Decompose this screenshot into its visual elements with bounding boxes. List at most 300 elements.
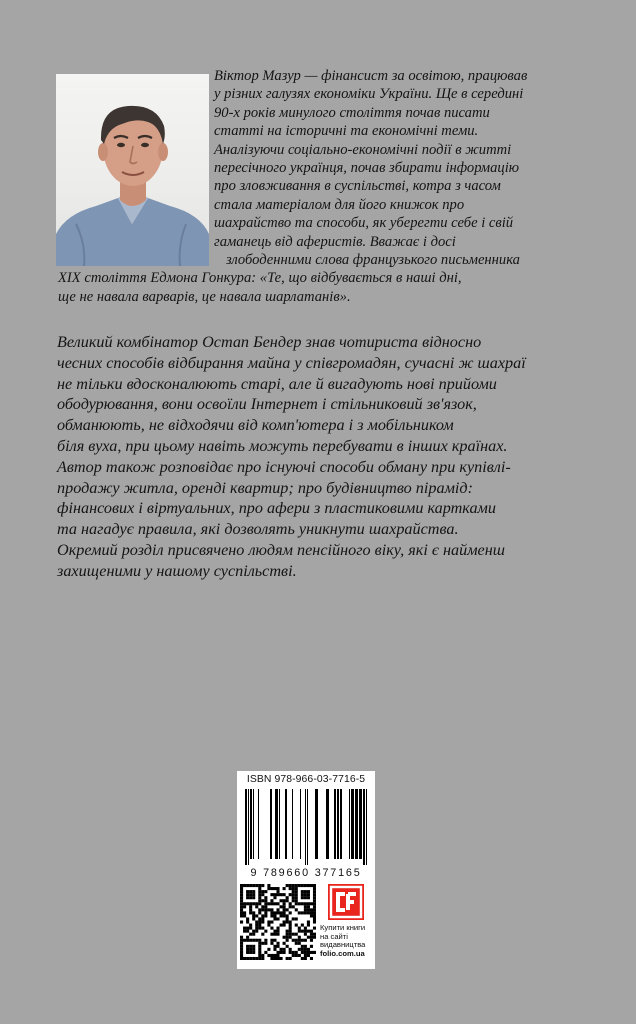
qr-module (261, 954, 264, 957)
qr-module (276, 917, 279, 920)
barcode-bar (366, 789, 367, 865)
qr-module (249, 957, 252, 960)
qr-module (283, 920, 286, 923)
qr-module (307, 920, 310, 923)
qr-module (301, 884, 304, 887)
qr-module (246, 890, 249, 893)
qr-module (252, 930, 255, 933)
qr-module (264, 951, 267, 954)
qr-module (276, 957, 279, 960)
qr-module (313, 936, 316, 939)
qr-module (276, 893, 279, 896)
qr-module (301, 951, 304, 954)
qr-module (249, 924, 252, 927)
barcode-bar (248, 789, 249, 865)
qr-module (295, 951, 298, 954)
qr-module (243, 902, 246, 905)
qr-module (252, 948, 255, 951)
qr-module (283, 936, 286, 939)
qr-module (292, 890, 295, 893)
qr-module (270, 887, 273, 890)
qr-module (310, 908, 313, 911)
barcode-bar (326, 789, 329, 859)
barcode-bar (300, 789, 301, 859)
barcode-bar (355, 789, 358, 859)
qr-module (258, 957, 261, 960)
qr-module (261, 920, 264, 923)
qr-module (249, 933, 252, 936)
qr-module (258, 927, 261, 930)
qr-module (264, 896, 267, 899)
qr-module (252, 939, 255, 942)
qr-module (264, 939, 267, 942)
qr-module (252, 902, 255, 905)
qr-module (283, 908, 286, 911)
qr-module (283, 942, 286, 945)
qr-module (255, 939, 258, 942)
qr-module (270, 954, 273, 957)
qr-module (261, 917, 264, 920)
qr-module (249, 884, 252, 887)
qr-module (289, 884, 292, 887)
description-line: чесних способів відбирання майна у співгромадян, сучасні ж шахраї (57, 353, 526, 372)
qr-module (298, 939, 301, 942)
qr-module (295, 896, 298, 899)
barcode-bar (279, 789, 280, 859)
qr-module (240, 893, 243, 896)
qr-module (313, 905, 316, 908)
qr-module (307, 905, 310, 908)
description-line: Автор також розповідає про існуючі способи обману при купівлі- (57, 457, 511, 476)
qr-module (246, 951, 249, 954)
barcode-bar (258, 789, 259, 859)
publisher-site-link[interactable]: folio.com.ua (320, 948, 365, 958)
qr-module (292, 887, 295, 890)
qr-module (295, 890, 298, 893)
qr-module (276, 890, 279, 893)
qr-module (292, 954, 295, 957)
qr-module (246, 936, 249, 939)
qr-module (313, 887, 316, 890)
qr-module (273, 911, 276, 914)
qr-module (276, 942, 279, 945)
qr-module (307, 951, 310, 954)
bio-line: Аналізуючи соціально-економічні події в житті (214, 141, 512, 158)
qr-module (270, 911, 273, 914)
qr-module (273, 917, 276, 920)
qr-module (261, 905, 264, 908)
qr-module (280, 899, 283, 902)
qr-module (270, 899, 273, 902)
qr-module (307, 896, 310, 899)
barcode-bar (340, 789, 342, 859)
qr-module (243, 930, 246, 933)
qr-module (286, 908, 289, 911)
qr-module (240, 890, 243, 893)
qr-module (252, 890, 255, 893)
qr-module (307, 911, 310, 914)
qr-module (286, 939, 289, 942)
qr-module (289, 948, 292, 951)
qr-module (264, 911, 267, 914)
barcode-bar (307, 789, 308, 865)
qr-module (307, 954, 310, 957)
qr-module (276, 902, 279, 905)
qr-module (261, 893, 264, 896)
qr-module (298, 942, 301, 945)
qr-module (304, 945, 307, 948)
qr-module (246, 920, 249, 923)
qr-module (240, 902, 243, 905)
qr-module (273, 957, 276, 960)
qr-module (295, 933, 298, 936)
qr-module (301, 939, 304, 942)
qr-module (313, 902, 316, 905)
qr-module (280, 951, 283, 954)
qr-module (246, 945, 249, 948)
qr-module (280, 893, 283, 896)
qr-module (304, 908, 307, 911)
qr-module (258, 911, 261, 914)
qr-module (258, 939, 261, 942)
qr-module (270, 914, 273, 917)
barcode-bar (285, 789, 287, 859)
qr-module (249, 893, 252, 896)
qr-module (298, 927, 301, 930)
qr-module (286, 899, 289, 902)
qr-module (313, 917, 316, 920)
qr-module (304, 890, 307, 893)
qr-module (310, 945, 313, 948)
qr-module (286, 957, 289, 960)
qr-module (267, 887, 270, 890)
description-line: та нагадує правила, які дозволять уникнути шахрайства. (57, 520, 459, 539)
qr-module (273, 887, 276, 890)
qr-module (270, 908, 273, 911)
qr-module (276, 911, 279, 914)
qr-module (270, 957, 273, 960)
bio-line: XIX століття Едмона Гонкура: «Те, що відбувається в наші дні, (58, 270, 462, 287)
bio-line: Віктор Мазур — фінансист за освітою, працював (214, 68, 528, 84)
qr-module (255, 905, 258, 908)
qr-module (258, 945, 261, 948)
qr-module (240, 899, 243, 902)
bio-line: злободенними слова французького письменника (226, 252, 520, 269)
qr-module (252, 933, 255, 936)
barcode-bar (351, 789, 354, 859)
qr-module (267, 902, 270, 905)
qr-module (307, 936, 310, 939)
qr-module (261, 942, 264, 945)
qr-module (246, 957, 249, 960)
qr-module (313, 896, 316, 899)
qr-module (313, 884, 316, 887)
qr-module (280, 948, 283, 951)
qr-module (298, 930, 301, 933)
qr-module (295, 887, 298, 890)
qr-module (243, 905, 246, 908)
qr-module (283, 905, 286, 908)
qr-module (240, 948, 243, 951)
qr-module (255, 957, 258, 960)
qr-module (298, 954, 301, 957)
qr-module (295, 954, 298, 957)
qr-module (273, 948, 276, 951)
barcode-bar (292, 789, 293, 859)
qr-module (310, 939, 313, 942)
qr-module (273, 930, 276, 933)
qr-module (301, 957, 304, 960)
qr-module (286, 945, 289, 948)
qr-module (286, 914, 289, 917)
qr-module (276, 908, 279, 911)
description-line: фінансових і віртуальних, про афери з пластиковими картками (57, 499, 496, 518)
barcode-digits: 9 789660 377165 (250, 867, 362, 879)
qr-module (240, 951, 243, 954)
qr-module (295, 917, 298, 920)
buy-line: видавництва (320, 940, 366, 950)
qr-module (258, 887, 261, 890)
qr-module (292, 896, 295, 899)
qr-module (292, 939, 295, 942)
qr-module (313, 893, 316, 896)
isbn-text: ISBN 978-966-03-7716-5 (246, 774, 366, 785)
qr-module (313, 890, 316, 893)
qr-module (304, 902, 307, 905)
qr-module (304, 954, 307, 957)
description-line: захищеними у нашому суспільстві. (57, 561, 297, 580)
barcode-panel (237, 771, 375, 969)
qr-module (289, 887, 292, 890)
qr-module (267, 908, 270, 911)
bio-line: у різних галузях економіки України. Ще в середині (214, 86, 524, 103)
qr-module (276, 927, 279, 930)
qr-module (258, 917, 261, 920)
qr-module (255, 884, 258, 887)
qr-module (261, 933, 264, 936)
qr-module (283, 951, 286, 954)
qr-module (246, 948, 249, 951)
qr-module (267, 948, 270, 951)
barcode-bar (315, 789, 318, 859)
folio-cf-logo-icon (328, 884, 364, 920)
qr-module (267, 954, 270, 957)
qr-module (301, 948, 304, 951)
qr-module (246, 902, 249, 905)
qr-module (304, 951, 307, 954)
buy-line: на сайті (320, 931, 348, 941)
description-line: біля вуха, при цьому навіть можуть перебувати в інших країнах. (57, 436, 508, 455)
qr-module (283, 948, 286, 951)
qr-module (283, 902, 286, 905)
qr-module (273, 893, 276, 896)
qr-module (289, 902, 292, 905)
qr-module (255, 927, 258, 930)
qr-module (255, 930, 258, 933)
qr-module (249, 948, 252, 951)
qr-module (289, 911, 292, 914)
qr-module (240, 939, 243, 942)
barcode-bar (337, 789, 339, 859)
qr-module (264, 890, 267, 893)
qr-module (276, 951, 279, 954)
qr-module (240, 954, 243, 957)
qr-module (258, 924, 261, 927)
qr-module (261, 884, 264, 887)
qr-module (276, 933, 279, 936)
bio-line: статті на історичні та економічні теми. (214, 123, 479, 140)
qr-module (276, 930, 279, 933)
qr-module (295, 942, 298, 945)
qr-module (289, 933, 292, 936)
qr-module (313, 899, 316, 902)
qr-module (289, 951, 292, 954)
qr-module (283, 893, 286, 896)
qr-module (292, 893, 295, 896)
qr-module (283, 887, 286, 890)
qr-module (240, 911, 243, 914)
qr-module (307, 884, 310, 887)
qr-module (264, 908, 267, 911)
qr-module (289, 905, 292, 908)
qr-module (304, 939, 307, 942)
qr-module (246, 930, 249, 933)
qr-module (292, 899, 295, 902)
qr-module (310, 911, 313, 914)
qr-module (270, 939, 273, 942)
qr-module (273, 896, 276, 899)
qr-module (289, 924, 292, 927)
description-line: ободурювання, вони освоїли Інтернет і стільниковий зв'язок, (57, 395, 477, 414)
qr-module (283, 924, 286, 927)
qr-module (310, 951, 313, 954)
qr-module (304, 933, 307, 936)
qr-module (313, 951, 316, 954)
qr-module (264, 905, 267, 908)
qr-module (255, 920, 258, 923)
qr-module (310, 936, 313, 939)
qr-module (310, 884, 313, 887)
qr-module (304, 930, 307, 933)
qr-module (307, 890, 310, 893)
qr-module (252, 893, 255, 896)
qr-module (252, 884, 255, 887)
bio-line: 90-х років минулого століття почав писати (214, 104, 490, 121)
qr-module (249, 945, 252, 948)
qr-module (313, 914, 316, 917)
qr-module (307, 948, 310, 951)
qr-module (258, 896, 261, 899)
author-photo (56, 74, 209, 266)
barcode-bar (245, 789, 247, 865)
qr-module (280, 911, 283, 914)
qr-module (258, 942, 261, 945)
bio-line: стала матеріалом для його книжок про (214, 196, 465, 213)
qr-module (276, 954, 279, 957)
qr-module (289, 930, 292, 933)
qr-module (292, 933, 295, 936)
qr-module (289, 936, 292, 939)
qr-module (249, 890, 252, 893)
barcode-bar (334, 789, 336, 859)
qr-module (267, 924, 270, 927)
qr-module (270, 942, 273, 945)
qr-module (261, 927, 264, 930)
qr-module (252, 957, 255, 960)
buy-line: Купити книги (320, 923, 366, 932)
qr-module (280, 957, 283, 960)
qr-module (249, 905, 252, 908)
qr-module (301, 902, 304, 905)
author-portrait-image (56, 74, 209, 266)
qr-module (295, 893, 298, 896)
qr-module (280, 914, 283, 917)
bio-line: гаманець від аферистів. Вважає і досі (214, 233, 456, 250)
qr-module (307, 902, 310, 905)
qr-module (270, 920, 273, 923)
qr-module (310, 957, 313, 960)
qr-module (304, 896, 307, 899)
qr-module (307, 930, 310, 933)
description-line: продажу житла, оренді квартир; про будівництво пірамід: (57, 478, 473, 497)
barcode-bar (275, 789, 278, 859)
qr-module (240, 920, 243, 923)
qr-module (264, 942, 267, 945)
qr-module (286, 933, 289, 936)
qr-module (261, 957, 264, 960)
qr-module (280, 924, 283, 927)
qr-module (276, 945, 279, 948)
qr-module (289, 893, 292, 896)
qr-module (258, 948, 261, 951)
qr-module (283, 899, 286, 902)
qr-module (261, 890, 264, 893)
qr-module (295, 908, 298, 911)
bio-line: ще не навала варварів, це навала шарлатанів». (58, 288, 351, 305)
qr-module (298, 911, 301, 914)
barcode-bar (305, 789, 306, 865)
qr-module (261, 914, 264, 917)
qr-module (273, 933, 276, 936)
qr-module (310, 933, 313, 936)
qr-module (258, 884, 261, 887)
qr-module (240, 942, 243, 945)
qr-module (255, 924, 258, 927)
qr-module (286, 936, 289, 939)
qr-module (249, 896, 252, 899)
qr-module (243, 884, 246, 887)
qr-module (249, 951, 252, 954)
qr-module (246, 893, 249, 896)
qr-module (264, 899, 267, 902)
qr-module (304, 927, 307, 930)
author-bio (58, 67, 584, 306)
qr-module (295, 939, 298, 942)
qr-module (258, 954, 261, 957)
qr-module (304, 911, 307, 914)
description-line: обманюють, не відходячи від комп'ютера і з мобільником (57, 416, 454, 435)
qr-module (286, 917, 289, 920)
qr-module (292, 884, 295, 887)
qr-module (243, 911, 246, 914)
qr-module (280, 905, 283, 908)
qr-module (295, 902, 298, 905)
qr-module (307, 924, 310, 927)
qr-module (243, 939, 246, 942)
bio-line: шахрайство та способи, як уберегти себе і свій (214, 215, 514, 232)
qr-module (249, 908, 252, 911)
qr-module (246, 939, 249, 942)
